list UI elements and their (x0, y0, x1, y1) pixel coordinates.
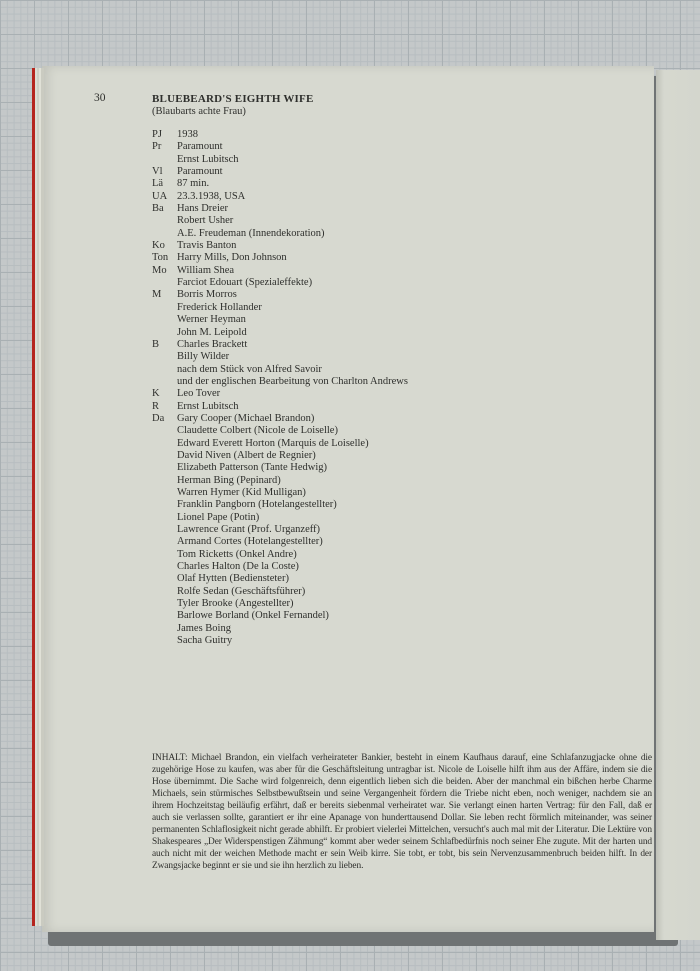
credit-code: Vl (152, 166, 163, 178)
credit-value: Gary Cooper (Michael Brandon) (177, 412, 315, 424)
credit-row (152, 425, 492, 437)
credit-row (152, 364, 492, 376)
credit-row (152, 475, 492, 487)
credit-value: Tom Ricketts (Onkel Andre) (177, 548, 297, 560)
credit-row (152, 536, 492, 548)
credit-row (152, 166, 492, 178)
credit-row (152, 215, 492, 227)
credit-row (152, 154, 492, 166)
credit-value: Werner Heyman (177, 314, 246, 326)
credit-value: Olaf Hytten (Bediensteter) (177, 573, 289, 585)
credit-code: Mo (152, 264, 167, 276)
credit-row (152, 376, 492, 388)
credit-row (152, 623, 492, 635)
credit-code (152, 302, 177, 314)
credit-row (152, 203, 492, 215)
page-stack-edge (32, 68, 44, 926)
credit-code: K (152, 388, 160, 400)
credit-code: Lä (152, 178, 164, 190)
credit-code (152, 475, 177, 487)
credit-value: David Niven (Albert de Regnier) (177, 449, 316, 461)
credit-value: Herman Bing (Pepinard) (177, 474, 281, 486)
page-number: 30 (94, 92, 106, 104)
credit-value: Billy Wilder (177, 351, 230, 363)
credit-code (152, 462, 177, 474)
synopsis-paragraph: INHALT: Michael Brandon, ein vielfach verheirateter Bankier, besteht in einem Kaufhaus darauf, eine Schlafanzugjacke ohne die zugehörige Hose zu kaufen, was aber für die Geschäftsleitung untragbar ist. Nicole de Loiselle hilft ihm aus der Affäre, indem sie die Hose übernimmt. Die Sache wird folgenreich, denn eigentlich lieben sich die beiden. Aber der manchmal ein bißchen herbe Charme Michaels, sein stürmisches Selbstbewußtsein und seine Vergangenheit fördern die Triebe nicht eben, noch weniger, nachdem sie an ihrem Hochzeitstag beiläufig erfährt, daß er bereits siebenmal verheiratet war. Sie verlangt einen harten Vertrag: für den Fall, daß er auch sie verlassen sollte, garantiert er ihr eine Apanage von hunderttausend Dollar. Sie leben recht förmlich miteinander, was seiner permanenten Schlaflosigkeit nicht gerade abhilft. Er probiert vielerlei Mittelchen, versucht's auch mal mit der Literatur. Die Lektüre von Shakespeares „Der Widerspenstigen Zähmung“ kommt aber weder seinem Schlafbedürfnis noch seiner Ehe zugute. Mit der harten und auch nicht mit der weichen Methode macht er sein Weib kirre. Sie tobt, er tobt, bis sein Nervenzusammenbruch beiden hilft. In der Zwangsjacke beginnt er sie und sie ihn herzlich zu lieben. (152, 753, 652, 871)
credit-code: Pr (152, 141, 162, 153)
credit-value: Borris Morros (177, 289, 237, 301)
credit-value: Tyler Brooke (Angestellter) (177, 598, 294, 610)
credit-code (152, 425, 177, 437)
credit-code (152, 277, 177, 289)
credit-value: Ernst Lubitsch (177, 400, 239, 412)
credit-row (152, 512, 492, 524)
credit-row (152, 549, 492, 561)
credit-row (152, 598, 492, 610)
credit-row (152, 228, 492, 240)
credit-value: Rolfe Sedan (Geschäftsführer) (177, 585, 306, 597)
credit-value: John M. Leipold (177, 326, 247, 338)
credit-value: Franklin Pangborn (Hotelangestellter) (177, 499, 337, 511)
credit-row (152, 141, 492, 153)
credit-row (152, 240, 492, 252)
credit-code (152, 524, 177, 536)
credit-value: William Shea (177, 264, 235, 276)
credit-code (152, 598, 177, 610)
credit-row (152, 573, 492, 585)
credit-row (152, 499, 492, 511)
credit-value: Leo Tover (177, 388, 221, 400)
credit-code (152, 561, 177, 573)
credit-code: Ba (152, 203, 164, 215)
credit-code: B (152, 338, 160, 350)
facing-page-edge (656, 70, 700, 940)
credit-value: Sacha Guitry (177, 635, 233, 647)
credit-code (152, 228, 177, 240)
credit-code (152, 450, 177, 462)
credit-code: Da (152, 412, 165, 424)
credit-value: Charles Brackett (177, 338, 248, 350)
credit-value: Armand Cortes (Hotelangestellter) (177, 536, 323, 548)
credit-row (152, 635, 492, 647)
credit-value: Charles Halton (De la Coste) (177, 561, 299, 573)
credit-code: UA (152, 190, 168, 202)
credit-row (152, 252, 492, 264)
credit-value: Claudette Colbert (Nicole de Loiselle) (177, 425, 338, 437)
credit-value: Harry Mills, Don Johnson (177, 252, 287, 264)
credit-code (152, 536, 177, 548)
credit-value: James Boing (177, 622, 231, 634)
credit-value: Barlowe Borland (Onkel Fernandel) (177, 610, 329, 622)
credit-row (152, 265, 492, 277)
credit-code: PJ (152, 129, 162, 140)
film-title: BLUEBEARD'S EIGHTH WIFE (152, 93, 314, 105)
credits-list (152, 129, 492, 647)
credit-code (152, 487, 177, 499)
credit-value: Paramount (177, 166, 223, 178)
credit-code (152, 364, 177, 376)
credit-value: A.E. Freudeman (Innendekoration) (177, 227, 325, 239)
credit-row (152, 524, 492, 536)
credit-row (152, 610, 492, 622)
credit-value: Farciot Edouart (Spezialeffekte) (177, 277, 313, 289)
credit-value: und der englischen Bearbeitung von Charlton Andrews (177, 375, 408, 387)
credit-value: Hans Dreier (177, 203, 229, 215)
credit-code (152, 635, 177, 647)
credit-value: 87 min. (177, 178, 210, 190)
credit-value: Frederick Hollander (177, 301, 262, 313)
credit-code (152, 438, 177, 450)
credit-value: Warren Hymer (Kid Mulligan) (177, 486, 306, 498)
credit-row (152, 314, 492, 326)
credit-value: Lionel Pape (Potin) (177, 511, 260, 523)
credit-row (152, 438, 492, 450)
credit-row (152, 129, 492, 141)
credit-row (152, 339, 492, 351)
credit-code (152, 314, 177, 326)
credit-code (152, 215, 177, 227)
credit-code (152, 586, 177, 598)
credit-row (152, 561, 492, 573)
credit-value: Paramount (177, 141, 223, 153)
credit-row (152, 586, 492, 598)
credit-row (152, 401, 492, 413)
credit-row (152, 327, 492, 339)
credit-row (152, 462, 492, 474)
credit-value: 1938 (177, 129, 198, 140)
credit-code (152, 549, 177, 561)
credit-row (152, 487, 492, 499)
credit-value: Elizabeth Patterson (Tante Hedwig) (177, 462, 328, 474)
credit-row (152, 450, 492, 462)
credit-code: Ko (152, 240, 165, 252)
credit-code: M (152, 289, 162, 301)
credit-value: Lawrence Grant (Prof. Urganzeff) (177, 524, 321, 535)
credit-row (152, 289, 492, 301)
credit-value: Ernst Lubitsch (177, 153, 239, 165)
credit-code: R (152, 400, 160, 412)
credit-row (152, 388, 492, 400)
credit-row (152, 277, 492, 289)
credit-code (152, 623, 177, 635)
credit-value: Travis Banton (177, 240, 237, 252)
credit-code (152, 610, 177, 622)
credit-code (152, 376, 177, 388)
credit-row (152, 351, 492, 363)
credit-row (152, 178, 492, 190)
credit-value: Robert Usher (177, 215, 234, 227)
credit-value: nach dem Stück von Alfred Savoir (177, 363, 322, 375)
credit-value: Edward Everett Horton (Marquis de Loiselle) (177, 437, 369, 449)
credit-row (152, 302, 492, 314)
film-subtitle: (Blaubarts achte Frau) (152, 106, 246, 117)
credit-code (152, 154, 177, 166)
credit-row (152, 413, 492, 425)
credit-code (152, 351, 177, 363)
credit-code (152, 499, 177, 511)
credit-code (152, 573, 177, 585)
credit-row (152, 191, 492, 203)
credit-value: 23.3.1938, USA (177, 190, 246, 202)
credit-code (152, 512, 177, 524)
credit-code (152, 327, 177, 339)
credit-code: Ton (152, 252, 169, 264)
